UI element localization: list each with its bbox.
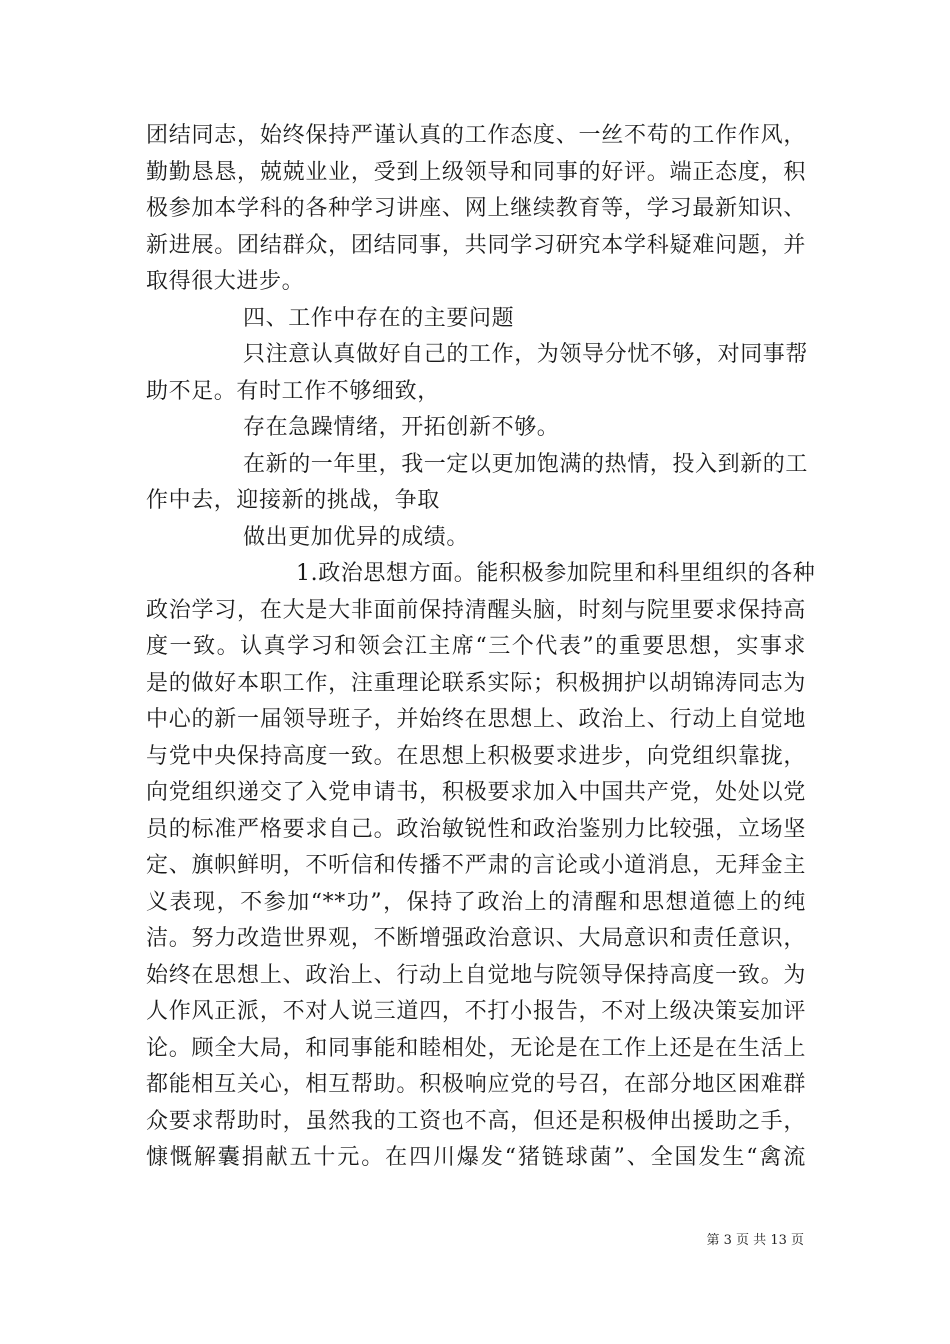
text-line: 极参加本学科的各种学习讲座、网上继续教育等，学习最新知识、 (146, 196, 806, 221)
text-line: 义表现，不参加“**功”，保持了政治上的清醒和思想道德上的纯 (146, 889, 806, 915)
text-line: 人作风正派，不对人说三道四，不打小报告，不对上级决策妄加评 (146, 999, 806, 1024)
text-line: 众要求帮助时，虽然我的工资也不高，但还是积极伸出援助之手， (146, 1108, 806, 1134)
text-line: 向党组织递交了入党申请书，积极要求加入中国共产党，处处以党 (146, 780, 806, 805)
text-line: 与党中央保持高度一致。在思想上积极要求进步，向党组织靠拢， (146, 743, 806, 769)
text-line: 员的标准严格要求自己。政治敏锐性和政治鉴别力比较强，立场坚 (146, 816, 806, 842)
text-line: 慷慨解囊捐献五十元。在四川爆发“猪链球菌”、全国发生“禽流 (146, 1145, 806, 1170)
section-heading: 四、工作中存在的主要问题 (243, 305, 515, 331)
text-line: 勤勤恳恳，兢兢业业，受到上级领导和同事的好评。端正态度，积 (146, 159, 806, 185)
body-text (146, 118, 816, 1177)
text-line: 新进展。团结群众，团结同事，共同学习研究本学科疑难问题，并 (146, 232, 806, 258)
text-line: 洁。努力改造世界观，不断增强政治意识、大局意识和责任意识， (146, 926, 806, 951)
text-line: 论。顾全大局，和同事能和睦相处，无论是在工作上还是在生活上 (146, 1035, 806, 1061)
text-line: 是的做好本职工作，注重理论联系实际；积极拥护以胡锦涛同志为 (146, 670, 806, 696)
text-line: 中心的新一届领导班子，并始终在思想上、政治上、行动上自觉地 (146, 707, 806, 732)
text-line: 在新的一年里，我一定以更加饱满的热情，投入到新的工 (243, 451, 809, 477)
text-line: 只注意认真做好自己的工作，为领导分忧不够，对同事帮 (243, 342, 809, 367)
text-line: 1.政治思想方面。能积极参加院里和科里组织的各种 (296, 561, 816, 586)
text-line: 政治学习，在大是大非面前保持清醒头脑，时刻与院里要求保持高 (146, 597, 806, 623)
page-number: 第 3 页 共 13 页 (706, 1233, 804, 1248)
text-line: 都能相互关心，相互帮助。积极响应党的号召，在部分地区困难群 (146, 1072, 806, 1097)
text-line: 做出更加优异的成绩。 (243, 524, 470, 550)
text-line: 取得很大进步。 (146, 269, 305, 294)
text-line: 团结同志，始终保持严谨认真的工作态度、一丝不苟的工作作风， (146, 123, 806, 148)
text-line: 始终在思想上、政治上、行动上自觉地与院领导保持高度一致。为 (146, 962, 806, 988)
text-line: 定、旗帜鲜明，不听信和传播不严肃的言论或小道消息，无拜金主 (146, 853, 806, 878)
text-line: 助不足。有时工作不够细致， (146, 378, 440, 404)
text-line: 存在急躁情绪，开拓创新不够。 (243, 415, 560, 440)
text-line: 作中去，迎接新的挑战，争取 (146, 488, 440, 513)
text-line: 度一致。认真学习和领会江主席“三个代表”的重要思想，实事求 (146, 634, 806, 659)
